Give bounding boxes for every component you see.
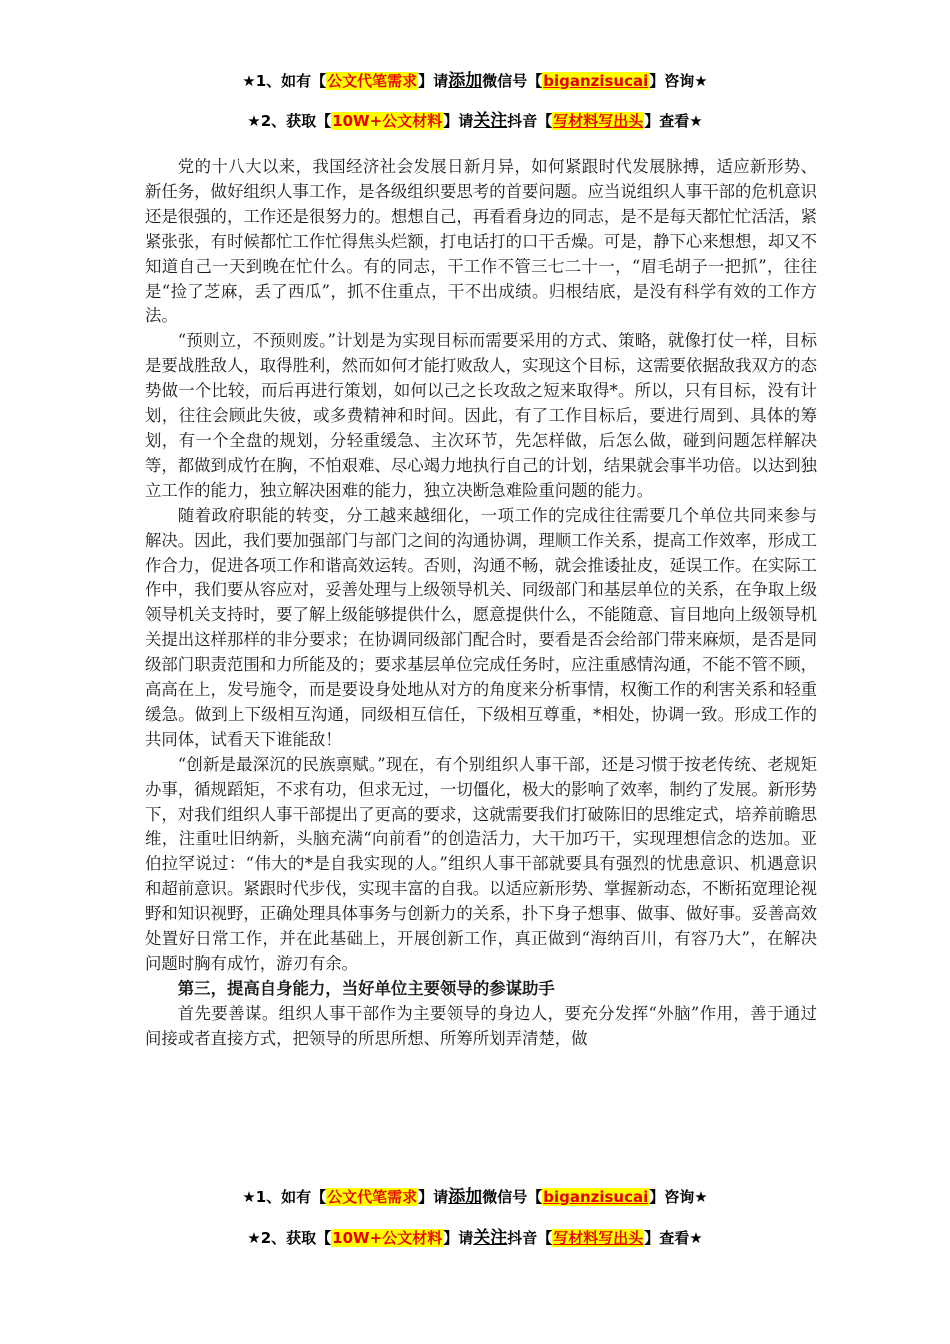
promo-text: 】请 [418,72,449,90]
promo-text: 】请 [443,1229,474,1247]
paragraph: 党的十八大以来，我国经济社会发展日新月异，如何紧跟时代发展脉搏，适应新形势、新任务，做好组织人事工作，是各级组织要思考的首要问题。应当说组织人事干部的危机意识还是很强的，工作还是很努力的。想想自己，再看看身边的同志，是不是每天都忙忙活活，紧紧张张，有时候都忙工作忙得焦头烂额，打电话打的口干舌燥。可是，静下心来想想，却又不知道自己一天到晚在忙什么。有的同志，干工作不管三七二十一，“眉毛胡子一把抓”，往往是“捡了芝麻，丢了西瓜”，抓不住重点，干不出成绩。归根结底，是没有科学有效的工作方法。 [145,157,818,326]
promo-text: 微信号【 [482,72,543,90]
douyin-account-highlight: 写材料写出头 [553,112,644,130]
promo-text: ★2、获取【 [247,112,332,130]
paragraph: 随着政府职能的转变，分工越来越细化，一项工作的完成往往需要几个单位共同来参与解决。因此，我们要加强部门与部门之间的沟通协调，理顺工作关系，提高工作效率，形成工作合力，促进各项工作和谐高效运转。否则，沟通不畅，就会推诿扯皮，延误工作。在实际工作中，我们要从容应对，妥善处理与上级领导机关、同级部门和基层单位的关系，在争取上级领导机关支持时，要了解上级能够提供什么，愿意提供什么，不能随意、盲目地向上级领导机关提出这样那样的非分要求；在协调同级部门配合时，要看是否会给部门带来麻烦，是否是同级部门职责范围和力所能及的；要求基层单位完成任务时，应注重感情沟通，不能不管不顾，高高在上，发号施令，而是要设身处地从对方的角度来分析事情，权衡工作的利害关系和轻重缓急。做到上下级相互沟通，同级相互信任，下级相互尊重，*相处，协调一致。形成工作的共同体，试看天下谁能敌！ [145,505,818,749]
douyin-account-highlight: 写材料写出头 [553,1229,644,1247]
promo-line-wechat-bottom [0,1186,950,1208]
promo-text: 】查看★ [644,1229,703,1247]
promo-text: ★1、如有【 [242,1188,327,1206]
promo-highlight: 公文代笔需求 [327,1188,418,1206]
paragraph: “创新是最深沉的民族禀赋。”现在，有个别组织人事干部，还是习惯于按老传统、老规矩办事，循规蹈矩，不求有功，但求无过，一切僵化，极大的影响了效率，制约了发展。新形势下，对我们组织人事干部提出了更高的要求，这就需要我们打破陈旧的思维定式，培养前瞻思维，注重吐旧纳新，头脑充满“向前看”的创造活力，大干加巧干，实现理想信念的迭加。亚伯拉罕说过：“伟大的*是自我实现的人。”组织人事干部就要具有强烈的忧患意识、机遇意识和超前意识。紧跟时代步伐，实现丰富的自我。以适应新形势、掌握新动态，不断拓宽理论视野和知识视野，正确处理具体事务与创新力的关系，扑下身子想事、做事、做好事。妥善高效处置好日常工作，并在此基础上，开展创新工作，真正做到“海纳百川，有容乃大”，在解决问题时胸有成竹，游刃有余。 [145,754,818,973]
promo-emphasis: 添加 [448,71,483,91]
promo-line-douyin-top [0,110,950,132]
paragraph: “预则立，不预则废。”计划是为实现目标而需要采用的方式、策略，就像打仗一样，目标是要战胜敌人，取得胜利，然而如何才能打败敌人，实现这个目标，这需要依据敌我双方的态势做一个比较，而后再进行策划，如何以己之长攻敌之短来取得*。所以，只有目标，没有计划，往往会顾此失彼，或多费精神和时间。因此，有了工作目标后，要进行周到、具体的筹划，有一个全盘的规划，分轻重缓急、主次环节，先怎样做，后怎么做，碰到问题怎样解决等，都做到成竹在胸，不怕艰难、尽心竭力地执行自己的计划，结果就会事半功倍。以达到独立工作的能力，独立解决困难的能力，独立决断急难险重问题的能力。 [145,331,818,500]
promo-highlight: 公文代笔需求 [327,72,418,90]
promo-line-wechat-top [0,70,950,92]
promo-text: 】请 [443,112,474,130]
promo-text: 】咨询★ [649,1188,708,1206]
document-body [145,155,817,1052]
promo-text: 微信号【 [482,1188,543,1206]
promo-emphasis: 关注 [473,111,508,131]
promo-emphasis: 添加 [448,1187,483,1207]
promo-text: 抖音【 [507,112,553,130]
promo-text: 】请 [418,1188,449,1206]
wechat-id-highlight: biganzisucai [543,72,649,90]
promo-text: ★1、如有【 [242,72,327,90]
promo-highlight: 10W+公文材料 [332,1229,443,1247]
paragraph: 首先要善谋。组织人事干部作为主要领导的身边人，要充分发挥“外脑”作用，善于通过间接或者直接方式，把领导的所思所想、所筹所划弄清楚，做 [145,1003,817,1048]
promo-text: ★2、获取【 [247,1229,332,1247]
promo-highlight: 10W+公文材料 [332,112,443,130]
wechat-id-highlight: biganzisucai [543,1188,649,1206]
section-heading: 第三，提高自身能力，当好单位主要领导的参谋助手 [177,978,555,998]
promo-line-douyin-bottom [0,1227,950,1249]
promo-emphasis: 关注 [473,1228,508,1248]
promo-text: 】咨询★ [649,72,708,90]
promo-text: 抖音【 [507,1229,553,1247]
promo-text: 】查看★ [644,112,703,130]
